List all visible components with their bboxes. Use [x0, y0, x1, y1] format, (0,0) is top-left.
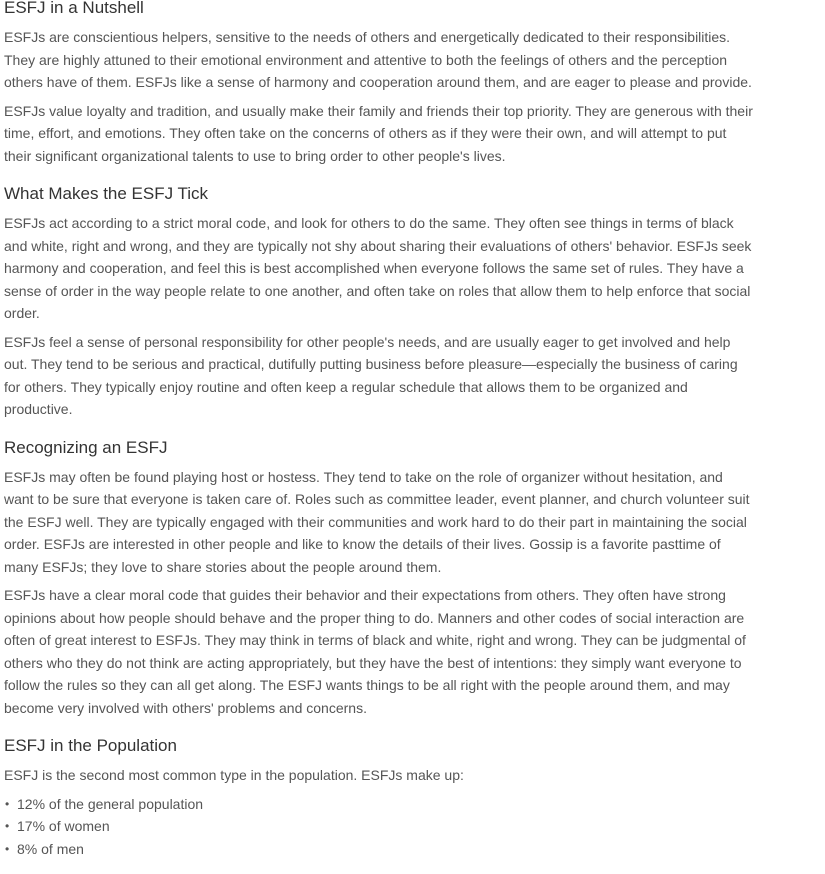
paragraph-recognizing-1: ESFJs may often be found playing host or hostess. They tend to take on the role of organizer without hesitation, and want to be sure that everyone is taken care of. Roles such as committee leader, event planner, and church volunteer suit the ESFJ well. They are typically engaged with their communities and work hard to do their part in maintaining the social order. ESFJs are interested in other people and like to know the details of their lives. Gossip is a favorite pasttime of many ESFJs; they love to share stories about the people around them. [4, 468, 750, 575]
list-item: • 12% of the general population [4, 793, 754, 816]
paragraph-tick-2: ESFJs feel a sense of personal responsibility for other people's needs, and are usually eager to get involved and help out. They tend to be serious and practical, dutifully putting business before pleasure—especially the business of caring for others. They typically enjoy routine and often keep a regular schedule that allows them to be organized and productive. [4, 333, 738, 417]
heading-population: ESFJ in the Population [4, 736, 177, 755]
paragraph-nutshell-1: ESFJs are conscientious helpers, sensitive to the needs of others and energetically dedicated to their responsibilities. They are highly attuned to their emotional environment and attentive to both the feelings of others and the perception others have of them. ESFJs like a sense of harmony and cooperation around them, and are eager to please and provide. [4, 29, 752, 90]
heading-what-makes-tick: What Makes the ESFJ Tick [4, 184, 209, 203]
paragraph-population: ESFJ is the second most common type in the population. ESFJs make up: [4, 767, 464, 783]
list-item: • 17% of women [4, 815, 754, 838]
paragraph-nutshell-2: ESFJs value loyalty and tradition, and usually make their family and friends their top priority. They are generous with their time, effort, and emotions. They often take on the concerns of others as if they were their own, and will attempt to put their significant organizational talents to use to bring order to other people's lives. [4, 102, 753, 164]
population-list [4, 793, 754, 861]
paragraph-tick-1: ESFJs act according to a strict moral code, and look for others to do the same. They often see things in terms of black and white, right and wrong, and they are typically not shy about sharing their evaluations of others' behavior. ESFJs seek harmony and cooperation, and feel this is best accomplished when everyone follows the same set of rules. They have a sense of order in the way people relate to one another, and often take on roles that allow them to help enforce that social order. [4, 215, 752, 321]
heading-recognizing: Recognizing an ESFJ [4, 437, 168, 457]
heading-nutshell: ESFJ in a Nutshell [4, 0, 144, 17]
paragraph-recognizing-2: ESFJs have a clear moral code that guides their behavior and their expectations from others. They often have strong opinions about how people should behave and the proper thing to do. Manners and other codes of social interaction are often of great interest to ESFJs. They may think in terms of black and white, right and wrong. They can be judgmental of others who they do not think are acting appropriately, but they have the best of intentions: they simply want everyone to follow the rules so they can all get along. The ESFJ wants things to be all right with the people around them, and may become very involved with others' problems and concerns. [4, 587, 746, 716]
list-item: • 8% of men [4, 838, 754, 861]
